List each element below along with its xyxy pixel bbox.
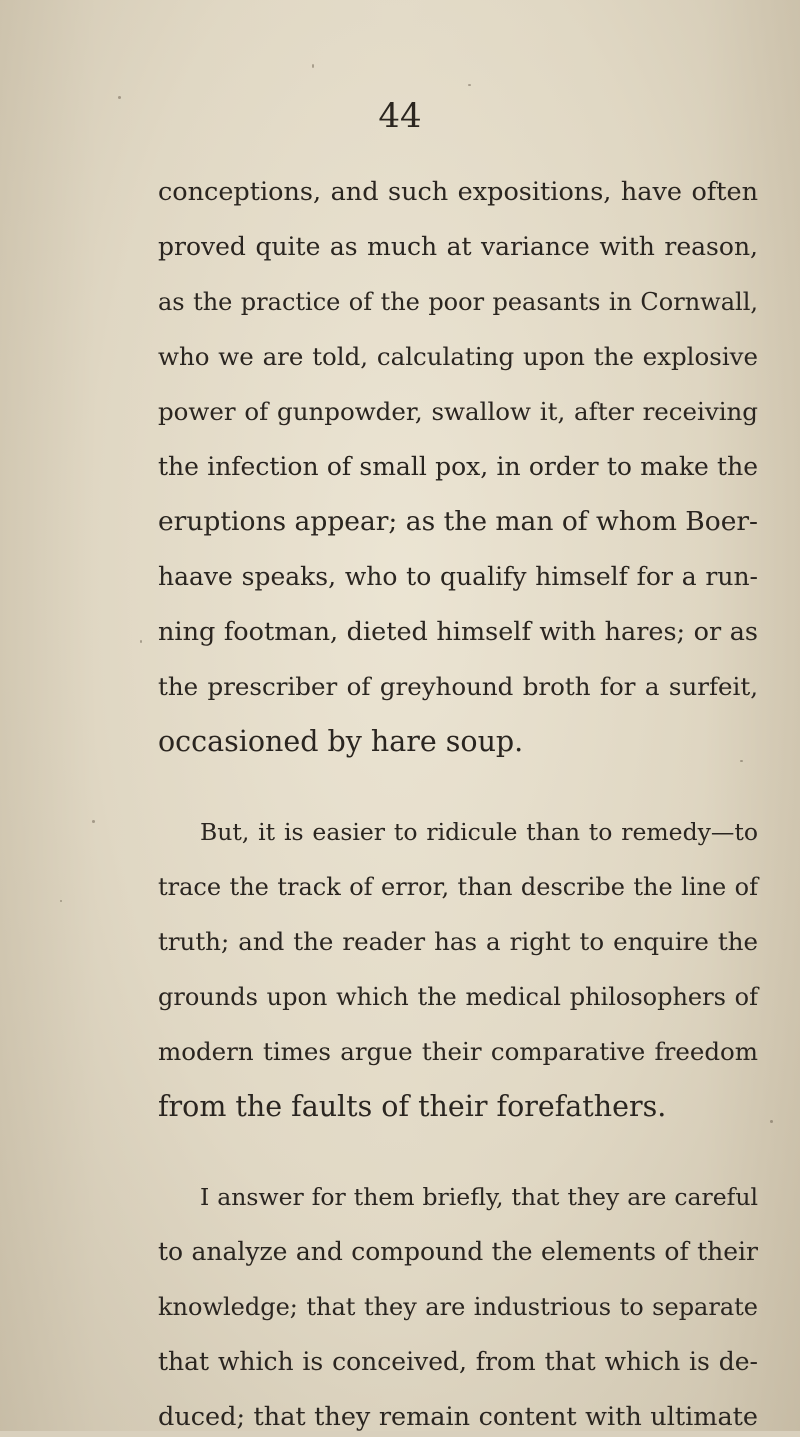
text-line: power of gunpowder, swallow it, after receiving (158, 397, 758, 426)
text-line: the prescriber of greyhound broth for a surfeit, (158, 672, 758, 701)
text-line: truth; and the reader has a right to enquire the (158, 927, 758, 956)
text-line: as the practice of the poor peasants in Cornwall, (158, 288, 758, 316)
text-line: duced; that they remain content with ultimate (158, 1402, 758, 1432)
text-line: who we are told, calculating upon the explosive (158, 342, 758, 371)
text-line: knowledge; that they are industrious to separate (158, 1293, 758, 1321)
text-line: modern times argue their comparative freedom (158, 1037, 758, 1066)
page-number: 44 (378, 96, 422, 136)
text-line: grounds upon which the medical philosophers of (158, 983, 758, 1011)
text-line: the infection of small pox, in order to make the (158, 452, 758, 481)
paper-speck (118, 96, 121, 99)
text-line: proved quite as much at variance with reason, (158, 232, 758, 261)
text-line: to analyze and compound the elements of their (158, 1237, 758, 1266)
text-line: from the faults of their forefathers. (158, 1090, 667, 1123)
paper-speck (60, 900, 62, 902)
text-line: ning footman, dieted himself with hares; or as (158, 617, 758, 647)
text-line: But, it is easier to ridicule than to remedy—to (200, 818, 758, 846)
paper-speck (312, 64, 314, 68)
text-line: eruptions appear; as the man of whom Boer- (158, 506, 759, 537)
paper-speck (740, 760, 743, 762)
text-line: haave speaks, who to qualify himself for a run- (158, 562, 758, 591)
text-line: occasioned by hare soup. (158, 725, 524, 758)
text-line: I answer for them briefly, that they are careful (200, 1183, 758, 1211)
paper-speck (770, 1120, 773, 1123)
paper-speck (92, 820, 95, 823)
text-line: conceptions, and such expositions, have often (158, 177, 758, 207)
text-line: that which is conceived, from that which is de- (158, 1347, 758, 1376)
paper-speck (140, 640, 142, 643)
paper-speck (468, 84, 471, 86)
text-line: trace the track of error, than describe the line of (158, 873, 758, 901)
